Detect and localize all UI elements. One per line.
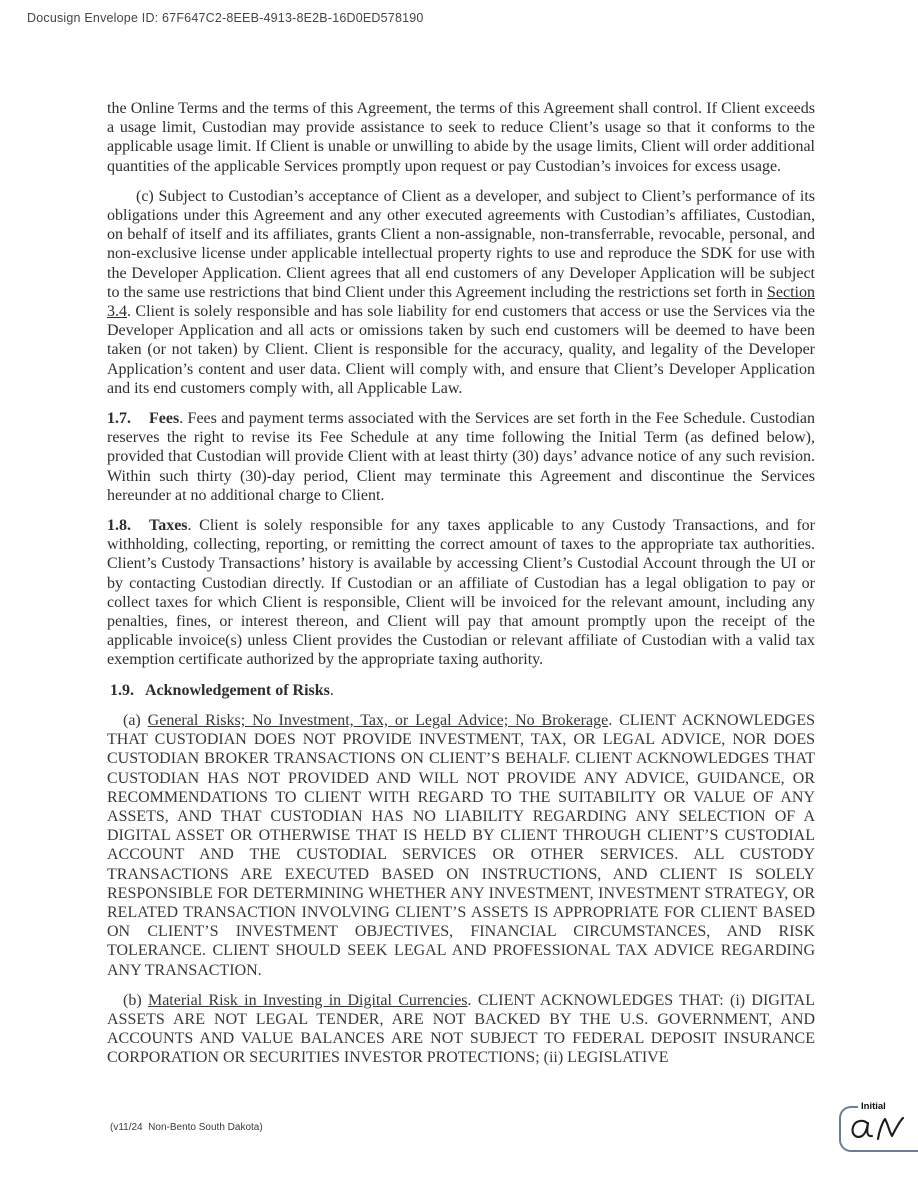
document-body — [107, 99, 815, 1079]
section-1-7-number: 1.7. — [107, 410, 131, 428]
paragraph-c-text-before: Subject to Custodian’s acceptance of Client as a developer, and subject to Client’s performance of its obligations under this Agreement and any other executed agreements with Custodian’s affiliates, Custodian, on behalf of itself and its affiliates, grants Client a non-assignable, non-transferrable, revocable, personal, and non-exclusive license under applicable intellectual property rights to use and reproduce the SDK for use with the Developer Application. Client agrees that all end customers of any Developer Application will be subject to the same use restrictions that bind Client under this Agreement including the restrictions set forth in — [107, 187, 815, 301]
paragraph-c-text-after: . Client is solely responsible and has sole liability for end customers that access or use the Services via the Developer Application and all acts or omissions taken by such end customers will be deemed to have been taken (or not taken) by Client. Client is responsible for the accuracy, quality, and legality of the Developer Application’s content and user data. Client will comply with, and ensure that Client’s Developer Application and its end customers comply with, all Applicable Law. — [107, 303, 815, 397]
section-1-7-fees — [107, 409, 815, 505]
paragraph-b-material-risk — [107, 991, 815, 1068]
section-1-7-heading: Fees — [149, 410, 180, 428]
paragraph-b-underlined-heading: Material Risk in Investing in Digital Currencies — [147, 991, 468, 1009]
paragraph-c-developer-license — [107, 187, 815, 398]
handwritten-initials-icon — [844, 1111, 910, 1149]
initial-tab-label: Initial — [858, 1101, 918, 1112]
section-1-8-heading: Taxes — [149, 517, 188, 535]
section-1-8-body: . Client is solely responsible for any taxes applicable to any Custody Transactions, and for withholding, collecting, reporting, or remitting the correct amount of taxes to the appropriate tax authorities. Client’s Custody Transactions’ history is available by accessing Client’s Custodial Account through the UI or by contacting Custodian directly. If Custodian or an affiliate of Custodian has a legal obligation to pay or collect taxes for which Client is responsible, Client will be invoiced for the relevant amount, including any penalties, fines, or interest thereon, and Client will pay that amount promptly upon the receipt of the applicable invoice(s) unless Client provides the Custodian or relevant affiliate of Custodian with a valid tax exemption certificate authorized by the appropriate taxing authority. — [107, 517, 815, 669]
paragraph-c-label: (c) — [136, 187, 159, 205]
paragraph-b-label: (b) — [123, 991, 148, 1009]
paragraph-a-label: (a) — [123, 711, 148, 729]
section-1-9-period: . — [329, 681, 334, 699]
section-1-8-taxes — [107, 516, 815, 670]
initial-tab-field[interactable] — [839, 1101, 918, 1152]
paragraph-b-body: . CLIENT ACKNOWLEDGES THAT: (i) DIGITAL ASSETS ARE NOT LEGAL TENDER, ARE NOT BACKED BY THE U.S. GOVERNMENT, AND ACCOUNTS AND VALUE BALANCES ARE NOT SUBJECT TO FEDERAL DEPOSIT INSURANCE CORPORATION OR SECURITIES INVESTOR PROTECTIONS; (ii) LEGISLATIVE — [107, 991, 816, 1067]
paragraph-usage-limits: the Online Terms and the terms of this Agreement, the terms of this Agreement shall control. If Client exceeds a usage limit, Custodian may provide assistance to seek to reduce Client’s usage so that it conforms to the applicable usage limit. If Client is unable or unwilling to abide by the usage limits, Client will order additional quantities of the applicable Services promptly upon request or pay Custodian’s invoices for excess usage. — [107, 100, 815, 175]
paragraph-a-general-risks — [107, 711, 815, 980]
section-1-9-heading: Acknowledgement of Risks — [145, 681, 330, 699]
paragraph-a-body: . CLIENT ACKNOWLEDGES THAT CUSTODIAN DOES NOT PROVIDE INVESTMENT, TAX, OR LEGAL ADVICE, NOR DOES CUSTODIAN BROKER TRANSACTIONS ON CLIENT’S BEHALF. CLIENT ACKNOWLEDGES THAT CUSTODIAN HAS NOT PROVIDED AND WILL NOT PROVIDE ANY ADVICE, GUIDANCE, OR RECOMMENDATIONS TO CLIENT WITH REGARD TO THE SUITABILITY OR VALUE OF ANY ASSETS, AND THAT CUSTODIAN HAS NO LIABILITY REGARDING ANY SELECTION OF A DIGITAL ASSET OR OTHERWISE THAT IS HELD BY CLIENT THROUGH CLIENT’S CUSTODIAL ACCOUNT AND THE CUSTODIAL SERVICES OR OTHER SERVICES. ALL CUSTODY TRANSACTIONS ARE EXECUTED BASED ON INSTRUCTIONS, AND CLIENT IS SOLELY RESPONSIBLE FOR DETERMINING WHETHER ANY INVESTMENT, INVESTMENT STRATEGY, OR RELATED TRANSACTION INVOLVING CLIENT’S ASSETS IS APPROPRIATE FOR CLIENT BASED ON CLIENT’S INVESTMENT OBJECTIVES, FINANCIAL CIRCUMSTANCES, AND RISK TOLERANCE. CLIENT SHOULD SEEK LEGAL AND PROFESSIONAL TAX ADVICE REGARDING ANY TRANSACTION. — [107, 711, 815, 979]
section-1-9-number: 1.9. — [110, 681, 134, 699]
section-1-8-number: 1.8. — [107, 517, 131, 535]
section-1-9-risks-heading — [107, 681, 815, 700]
docusign-envelope-id: Docusign Envelope ID: 67F647C2-8EEB-4913-8E2B-16D0ED578190 — [27, 11, 424, 25]
footer-version-label: (v11/24 Non-Bento South Dakota) — [110, 1122, 263, 1133]
section-3-4-reference: Section 3.4 — [107, 283, 815, 321]
paragraph-a-underlined-heading: General Risks; No Investment, Tax, or Legal Advice; No Brokerage — [147, 711, 609, 729]
section-1-7-body: . Fees and payment terms associated with the Services are set forth in the Fee Schedule. Custodian reserves the right to revise its Fee Schedule at any time following the Initial Term (as defined below), provided that Custodian will provide Client with at least thirty (30) days’ advance notice of any such revision. Within such thirty (30)-day period, Client may terminate this Agreement and discontinue the Services hereunder at no additional charge to Client. — [107, 410, 815, 504]
